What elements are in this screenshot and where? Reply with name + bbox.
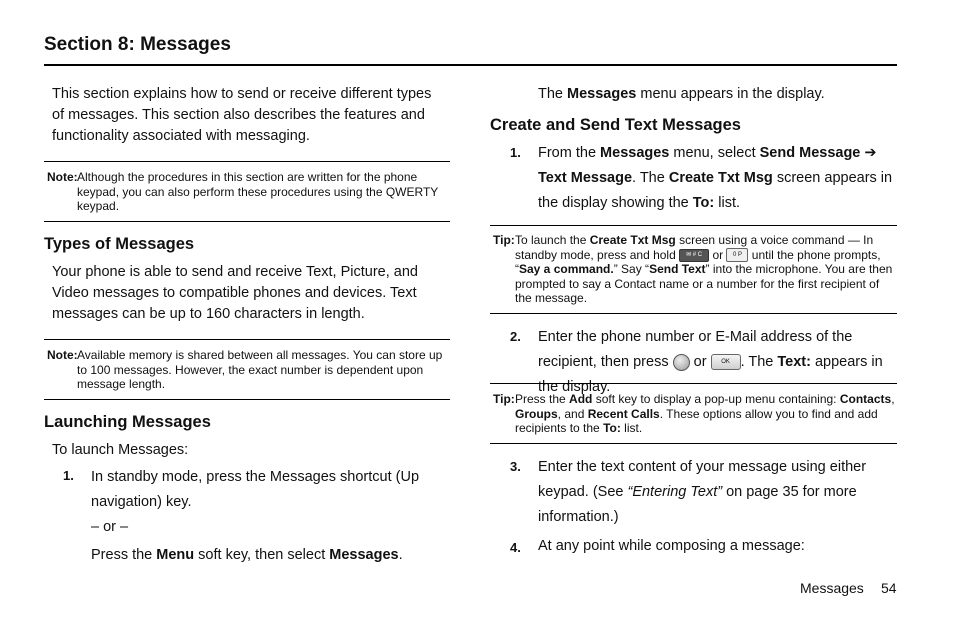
s3-text xyxy=(538,455,883,530)
messages-keyword: Messages xyxy=(329,547,399,563)
create-heading: Create and Send Text Messages xyxy=(490,116,741,134)
tip1-a: To launch the xyxy=(515,233,590,247)
note1-top-rule xyxy=(44,161,450,162)
press-text-a: Press the xyxy=(91,547,157,563)
note2-top-rule xyxy=(44,339,450,340)
tip2-contacts: Contacts xyxy=(839,392,892,406)
tip2-add: Add xyxy=(569,392,593,406)
tip2-label: Tip: xyxy=(493,392,515,406)
title-rule xyxy=(44,64,897,66)
note2-text: Available memory is shared between all messages. You can store up to 100 messages. However, the exact number is dependent upon message length. xyxy=(77,348,443,391)
tip2-e: , xyxy=(891,392,895,406)
s1-e: . The xyxy=(632,170,669,186)
step1-number: 1. xyxy=(63,468,74,483)
tip2-i: . These options allow you to find and add recipients to the xyxy=(515,406,878,435)
s3-a: Enter the text content of your message using either keypad. (See xyxy=(538,459,867,500)
tip2-g: , and xyxy=(557,406,588,421)
s1-a: From the xyxy=(538,145,601,161)
tip2-to: To: xyxy=(603,421,621,435)
s1-text xyxy=(538,141,898,216)
tip1-top-rule xyxy=(490,225,897,226)
s1-to: To: xyxy=(692,195,715,211)
launch-intro: To launch Messages: xyxy=(52,442,189,458)
note1-label: Note: xyxy=(47,170,78,184)
footer-section: Messages xyxy=(800,580,864,596)
or-separator: – or – xyxy=(91,519,129,535)
appears-text-a: The xyxy=(538,86,568,102)
tip1-e: until the phone prompts, “ xyxy=(515,247,881,277)
types-heading: Types of Messages xyxy=(44,235,195,253)
s2-b: or xyxy=(689,354,711,370)
center-select-key-icon xyxy=(673,354,690,371)
tip1-bottom-rule xyxy=(490,313,897,314)
tip1-g: ” Say “ xyxy=(613,262,650,277)
s1-c: menu, select xyxy=(669,145,760,161)
s3-c: on page 35 for more information.) xyxy=(538,484,857,525)
s1-messages: Messages xyxy=(600,145,670,161)
appears-text-c: menu appears in the display. xyxy=(636,86,825,102)
s2-c: . The xyxy=(740,354,778,370)
tip2-a: Press the xyxy=(515,392,570,406)
note1 xyxy=(47,170,447,214)
tip1-text xyxy=(515,233,895,306)
s1-g: screen appears in the display showing the xyxy=(538,170,893,211)
note2-bottom-rule xyxy=(44,399,450,400)
s2-text-label: Text: xyxy=(777,354,811,370)
launch-heading: Launching Messages xyxy=(44,413,211,431)
s2-e: appears in the display. xyxy=(538,354,883,395)
tip1 xyxy=(493,233,895,306)
note2-label: Note: xyxy=(47,348,78,362)
s3-number: 3. xyxy=(510,459,521,474)
tip2-bottom-rule xyxy=(490,443,897,444)
note1-text: Although the procedures in this section are written for the phone keypad, you can also perform these procedures using the QWERTY keypad. xyxy=(77,170,439,213)
tip2 xyxy=(493,392,895,436)
s4-number: 4. xyxy=(510,540,521,555)
s1-send-message: Send Message ➔ Text Message xyxy=(538,145,877,186)
s1-number: 1. xyxy=(510,145,521,160)
zero-p-key-icon: 0 P xyxy=(726,248,748,262)
voice-key-icon: ✉ # C xyxy=(679,249,709,262)
tip1-send-text: Send Text xyxy=(649,262,706,277)
note2 xyxy=(47,348,449,392)
tip2-recent-calls: Recent Calls xyxy=(587,406,660,421)
press-text-c: . xyxy=(398,547,403,563)
note1-bottom-rule xyxy=(44,221,450,222)
press-text-b: soft key, then select xyxy=(194,547,330,563)
s2-number: 2. xyxy=(510,329,521,344)
menu-appears-line xyxy=(538,84,898,105)
s1-i: list. xyxy=(714,195,741,211)
tip2-top-rule xyxy=(490,383,897,384)
tip2-c: soft key to display a pop-up menu containing: xyxy=(592,392,840,406)
s2-text xyxy=(538,325,898,400)
page-title: Section 8: Messages xyxy=(44,34,231,55)
tip2-k: list. xyxy=(620,421,643,435)
tip1-create-txt-msg: Create Txt Msg xyxy=(589,233,676,247)
tip2-text xyxy=(515,392,895,436)
ok-key-icon: OK xyxy=(711,354,741,370)
s4-text: At any point while composing a message: xyxy=(538,538,805,554)
types-paragraph: Your phone is able to send and receive Text, Picture, and Video messages to compatible phones and devices. Text messages can be up to 160 characters in length. xyxy=(52,264,418,322)
s1-create-txt-msg: Create Txt Msg xyxy=(668,170,773,186)
step1-text: In standby mode, press the Messages shortcut (Up navigation) key. xyxy=(91,469,420,510)
tip2-groups: Groups xyxy=(515,406,558,421)
tip1-say-command: Say a command. xyxy=(519,262,614,277)
press-menu-line xyxy=(91,545,421,566)
appears-messages: Messages xyxy=(567,86,637,102)
s3-entering-text-link[interactable]: “Entering Text” xyxy=(627,484,723,500)
tip1-i: ” into the microphone. You are then prompted to say a Contact name or a number for the first recipient of the message. xyxy=(515,262,893,306)
tip1-label: Tip: xyxy=(493,233,515,247)
footer-page-number: 54 xyxy=(881,580,897,596)
menu-keyword: Menu xyxy=(156,547,195,563)
intro-paragraph: This section explains how to send or receive different types of messages. This section also describes the features and functionality associated with messaging. xyxy=(52,86,432,144)
tip1-c: screen using a voice command — In standby mode, press and hold xyxy=(515,233,874,262)
s2-a: Enter the phone number or E-Mail address of the recipient, then press xyxy=(538,329,853,370)
tip1-d: or xyxy=(709,247,727,262)
